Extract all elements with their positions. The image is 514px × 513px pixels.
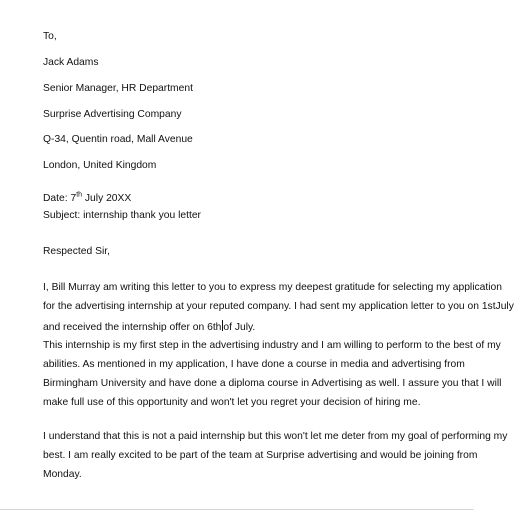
- body-p1-line-3b: of July.: [223, 322, 256, 333]
- date-label: Date: 7: [43, 193, 77, 204]
- body-p1-line-4: This internship is my first step in the advertising industry and I am willing to perform to the best of my: [43, 340, 501, 351]
- body-p1-line-2: for the advertising internship at your reputed company. I had sent my application letter to you on 1stJuly: [43, 301, 514, 312]
- to-line: To,: [43, 31, 57, 42]
- body-p1-line-3: [43, 320, 255, 334]
- date-line: [43, 192, 131, 205]
- date-ordinal: th: [76, 191, 83, 199]
- body-p2-line-3: Monday.: [43, 469, 82, 480]
- date-rest: July 20XX: [82, 193, 132, 204]
- recipient-title: Senior Manager, HR Department: [43, 83, 193, 94]
- body-p1-line-3a: and received the internship offer on 6th: [43, 322, 222, 333]
- recipient-city: London, United Kingdom: [43, 160, 157, 171]
- body-p2-line-2: best. I am really excited to be part of the team at Surprise advertising and would be joining from: [43, 450, 478, 461]
- body-p1-line-5: abilities. As mentioned in my application, I have done a course in media and advertising from: [43, 359, 465, 370]
- body-p1-line-1: I, Bill Murray am writing this letter to you to express my deepest gratitude for selecting my application: [43, 282, 502, 293]
- body-p1-line-6: Birmingham University and have done a diploma course in Advertising as well. I assure you that I will: [43, 378, 502, 389]
- recipient-company: Surprise Advertising Company: [43, 109, 182, 120]
- body-p2-line-1: I understand that this is not a paid internship but this won't let me deter from my goal of performing my: [43, 431, 508, 442]
- page-bottom-divider: [0, 509, 474, 510]
- body-p1-line-7: make full use of this opportunity and won't let you regret your decision of hiring me.: [43, 397, 421, 408]
- subject-line: Subject: internship thank you letter: [43, 210, 201, 221]
- recipient-street: Q-34, Quentin road, Mall Avenue: [43, 134, 193, 145]
- recipient-name: Jack Adams: [43, 57, 99, 68]
- greeting: Respected Sir,: [43, 246, 110, 257]
